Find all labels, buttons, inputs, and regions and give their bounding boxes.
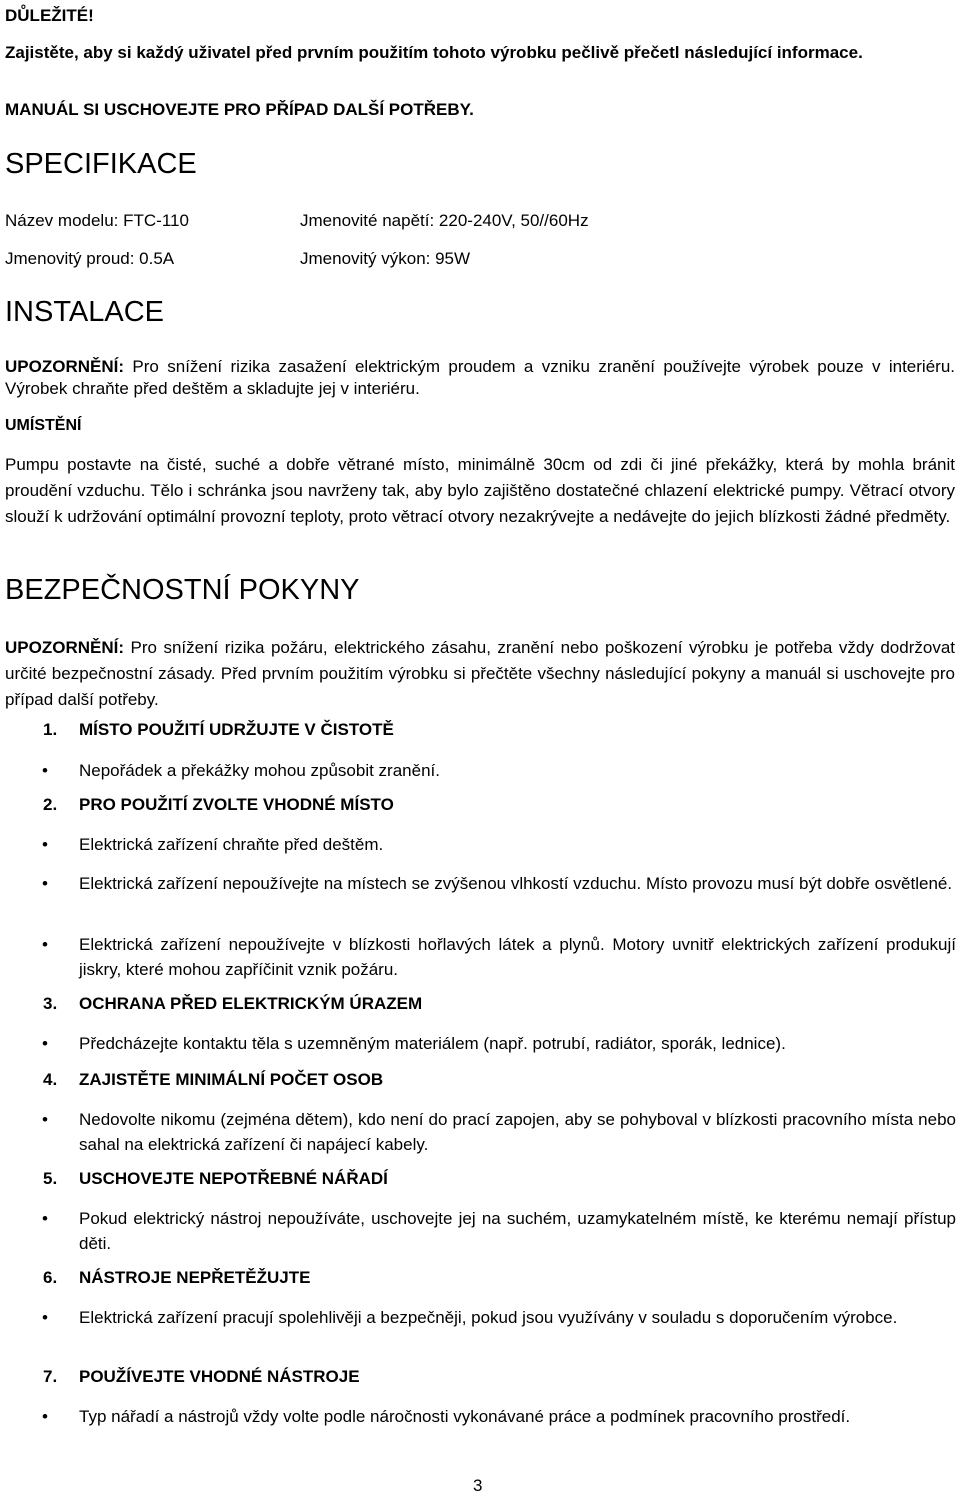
section-number: 6. — [43, 1268, 58, 1287]
spec-power: Jmenovitý výkon: 95W — [300, 249, 471, 268]
section-title: POUŽÍVEJTE VHODNÉ NÁSTROJE — [79, 1367, 360, 1386]
warning-label: UPOZORNĚNÍ: — [5, 638, 124, 657]
bullet-icon: • — [42, 935, 48, 954]
safety-warning — [5, 635, 955, 713]
important-heading: DŮLEŽITÉ! — [5, 6, 94, 25]
spec-heading: SPECIFIKACE — [5, 148, 197, 180]
section-title: PRO POUŽITÍ ZVOLTE VHODNÉ MÍSTO — [79, 795, 394, 814]
warning-text: Pro snížení rizika požáru, elektrického zásahu, zranění nebo poškození výrobku je potřeba vždy dodržovat určité bezpečnostní zásady. Před prvním použitím výrobku si přečtěte všechny následující pokyny a manuál si uschovejte pro případ další potřeby. — [5, 638, 955, 709]
bullet-icon: • — [42, 761, 48, 780]
section-number: 5. — [43, 1169, 58, 1188]
item-text: Elektrická zařízení nepoužívejte v blízkosti hořlavých látek a plynů. Motory uvnitř elektrických zařízení produkují jiskry, které mohou zapříčinit vznik požáru. — [79, 935, 956, 979]
section-number: 4. — [43, 1070, 58, 1089]
item-text: Typ nářadí a nástrojů vždy volte podle náročnosti vykonávané práce a podmínek pracovního prostředí. — [79, 1407, 851, 1426]
item-text: Elektrická zařízení chraňte před deštěm. — [79, 835, 384, 854]
spec-current: Jmenovitý proud: 0.5A — [5, 249, 175, 268]
warning-text: Pro snížení rizika zasažení elektrickým proudem a vzniku zranění používejte výrobek pouze v interiéru. Výrobek chraňte před deštěm a skladujte jej v interiéru. — [5, 357, 955, 398]
section-number: 7. — [43, 1367, 58, 1386]
placement-heading: UMÍSTĚNÍ — [5, 417, 82, 434]
install-heading: INSTALACE — [5, 296, 165, 328]
bullet-icon: • — [42, 835, 48, 854]
section-title: MÍSTO POUŽITÍ UDRŽUJTE V ČISTOTĚ — [79, 720, 394, 739]
install-warning — [5, 356, 955, 400]
section-title: NÁSTROJE NEPŘETĚŽUJTE — [79, 1268, 311, 1287]
item-text: Elektrická zařízení nepoužívejte na místech se zvýšenou vlhkostí vzduchu. Místo provozu musí být dobře osvětlené. — [79, 874, 953, 893]
bullet-icon: • — [42, 874, 48, 893]
warning-label: UPOZORNĚNÍ: — [5, 357, 124, 376]
section-title: USCHOVEJTE NEPOTŘEBNÉ NÁŘADÍ — [79, 1169, 388, 1188]
item-text: Nepořádek a překážky mohou způsobit zranění. — [79, 761, 440, 780]
page-number: 3 — [473, 1476, 483, 1495]
bullet-icon: • — [42, 1110, 48, 1129]
bullet-icon: • — [42, 1308, 48, 1327]
placement-text: Pumpu postavte na čisté, suché a dobře větrané místo, minimálně 30cm od zdi či jiné překážky, která by mohla bránit proudění vzduchu. Tělo i schránka jsou navrženy tak, aby bylo zajištěno dostatečné chlazení elektrické pumpy. Větrací otvory slouží k udržování optimální provozní teploty, proto větrací otvory nezakrývejte a nedávejte do jejich blízkosti žádné předměty. — [5, 455, 955, 526]
section-number: 3. — [43, 994, 58, 1013]
item-text: Elektrická zařízení pracují spolehlivěji a bezpečněji, pokud jsou využívány v souladu s doporučením výrobce. — [79, 1308, 898, 1327]
bullet-icon: • — [42, 1209, 48, 1228]
bullet-icon: • — [42, 1407, 48, 1426]
section-number: 2. — [43, 795, 58, 814]
keep-manual-notice: MANUÁL SI USCHOVEJTE PRO PŘÍPAD DALŠÍ POTŘEBY. — [5, 100, 474, 119]
bullet-icon: • — [42, 1034, 48, 1053]
item-text: Předcházejte kontaktu těla s uzemněným materiálem (např. potrubí, radiátor, sporák, lednice). — [79, 1034, 786, 1053]
section-number: 1. — [43, 720, 58, 739]
spec-voltage: Jmenovité napětí: 220-240V, 50//60Hz — [300, 211, 589, 230]
section-title: ZAJISTĚTE MINIMÁLNÍ POČET OSOB — [79, 1070, 384, 1089]
intro-text: Zajistěte, aby si každý uživatel před prvním použitím tohoto výrobku pečlivě přečetl následující informace. — [5, 43, 863, 62]
safety-heading: BEZPEČNOSTNÍ POKYNY — [5, 574, 360, 606]
item-text: Nedovolte nikomu (zejména dětem), kdo není do prací zapojen, aby se pohyboval v blízkosti pracovního místa nebo sahal na elektrická zařízení či napájecí kabely. — [79, 1110, 956, 1154]
item-text: Pokud elektrický nástroj nepoužíváte, uschovejte jej na suchém, uzamykatelném místě, ke kterému nemají přístup děti. — [79, 1209, 956, 1253]
spec-model: Název modelu: FTC-110 — [5, 211, 189, 230]
manual-page — [5, 0, 955, 1496]
section-title: OCHRANA PŘED ELEKTRICKÝM ÚRAZEM — [79, 994, 423, 1013]
